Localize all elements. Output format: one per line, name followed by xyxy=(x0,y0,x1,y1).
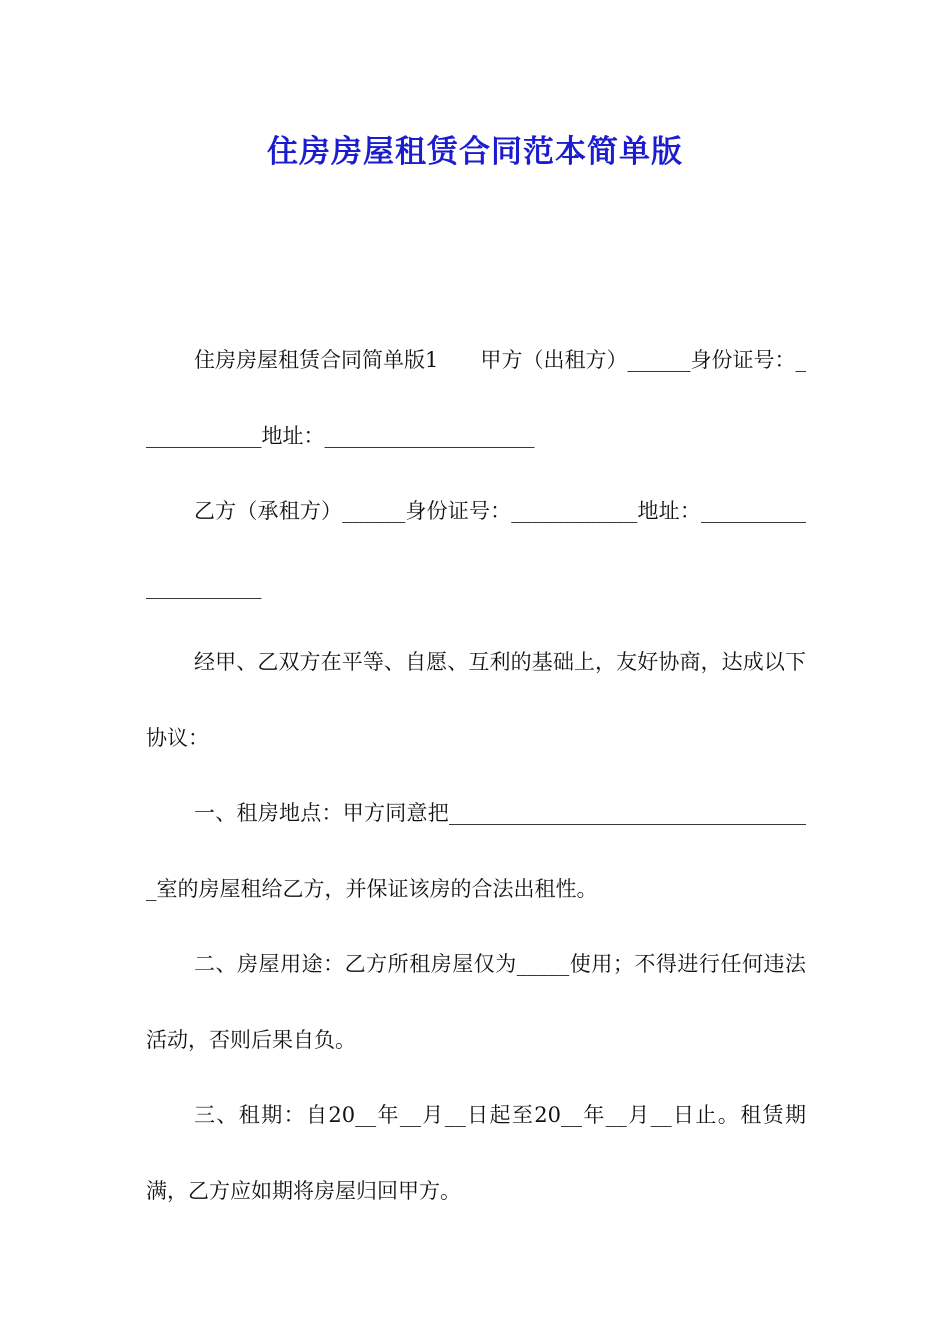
paragraph-parties-a: 住房房屋租赁合同简单版1 甲方（出租方）______身份证号：____________地址：____________________ xyxy=(146,348,806,448)
document-body xyxy=(146,323,806,1229)
paragraph-clause-term: 三、租期：自20__年__月__日起至20__年__月__日止。租赁期满，乙方应如期将房屋归回甲方。 xyxy=(146,1103,806,1203)
document-title: 住房房屋租赁合同范本简单版 xyxy=(267,134,683,170)
paragraph-agreement-intro: 经甲、乙双方在平等、自愿、互利的基础上，友好协商，达成以下协议： xyxy=(146,650,806,750)
paragraph-clause-usage: 二、房屋用途：乙方所租房屋仅为_____使用；不得进行任何违法活动，否则后果自负。 xyxy=(146,952,806,1052)
paragraph-parties-b: 乙方（承租方）______身份证号：____________地址：_____________________ xyxy=(146,499,806,599)
paragraph-clause-location: 一、租房地点：甲方同意把___________________________________室的房屋租给乙方，并保证该房的合法出租性。 xyxy=(146,801,806,901)
